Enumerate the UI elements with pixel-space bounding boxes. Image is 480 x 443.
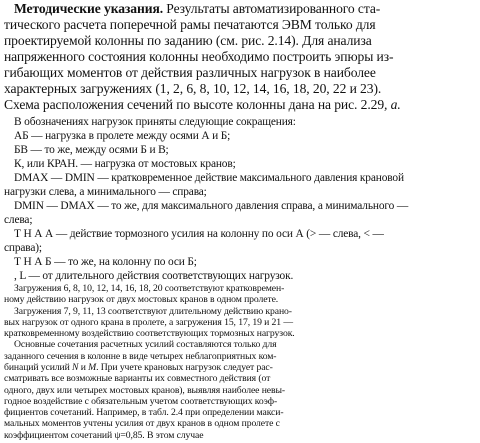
doc-line-6: характерных загружениях (1, 2, 6, 8, 10, 12, 14, 16, 18, 20, 22 и 23). [4,81,382,96]
doc-line-29: одного, двух или четырех мостовых кранов), выявляя наиболее невы- [4,384,285,396]
doc-line-12: DMAX — DMIN — кратковременное действие максимального давления крановой [14,172,404,184]
doc-line-13: нагрузки слева, а минимального — справа; [4,186,207,198]
doc-line-15: слева; [4,214,33,226]
doc-line-19: , L — от длительного действия соответствующих нагрузок. [14,270,294,282]
doc-line-21: ному действию нагрузок от двух мостовых кранов в одном пролете. [4,294,279,306]
doc-line-18: Т Н А Б — то же, на колонну по оси Б; [14,256,197,268]
doc-line-25: Основные сочетания расчетных усилий составляются только для [14,339,277,351]
doc-line-32: мальных моментов учтены усилия от двух кранов в одном пролете с [4,418,280,430]
doc-line-1: Методические указания. Результаты автоматизированного ста- [14,1,381,16]
doc-line-14: DMIN — DMAX — то же, для максимального давления справа, а минимального — [14,200,409,212]
doc-line-2: тического расчета поперечной рамы печатаются ЭВМ только для [4,17,376,32]
doc-line-27: бинаций усилий N и M. При учете крановых нагрузок следует рас- [4,362,273,373]
doc-line-3: проектируемой колонны по заданию (см. рис. 2.14). Для анализа [4,33,372,48]
doc-line-16: Т Н А А — действие тормозного усилия на колонну по оси А (> — слева, < — [14,228,384,240]
section-label: Методические указания. [14,1,163,16]
doc-line-5: гибающих моментов от действия различных нагрузок в наиболее [4,65,376,80]
doc-line-31: фициентов сочетаний. Например, в табл. 2.4 при определении макси- [4,407,284,419]
doc-line-24: кратковременному воздействию соответствующих тормозных нагрузок. [4,328,295,340]
doc-line-4: напряженного состояния колонны необходимо построить эпюры из- [4,49,394,64]
doc-line-33: коэффициентом сочетаний ψ=0,85. В этом случае [4,429,204,441]
doc-line-28: сматривать все возможные варианты их совместного действия (от [4,373,271,385]
doc-line-20: Загружения 6, 8, 10, 12, 14, 16, 18, 20 соответствуют кратковремен- [14,283,285,294]
doc-line-23: вых нагрузок от одного крана в пролете, а загружения 15, 17, 19 и 21 — [4,316,293,328]
doc-line-26: заданного сечения в колонне в виде четырех неблагоприятных ком- [4,350,277,362]
doc-line-17: справа); [4,242,42,254]
doc-line-9: АБ — нагрузка в пролете между осями А и Б; [14,130,231,142]
doc-line-10: БВ — то же, между осями Б и В; [14,144,169,156]
doc-line-22: Загружения 7, 9, 11, 13 соответствуют длительному действию крано- [14,305,292,317]
doc-line-7: Схема расположения сечений по высоте колонны дана на рис. 2.29, а. [4,97,401,112]
doc-line-8: В обозначениях нагрузок приняты следующие сокращения: [14,116,296,128]
doc-line-11: К, или КРАН. — нагрузка от мостовых кранов; [14,158,236,170]
doc-line-30: годное воздействие с обязательным учетом соответствующих коэф- [4,395,278,407]
